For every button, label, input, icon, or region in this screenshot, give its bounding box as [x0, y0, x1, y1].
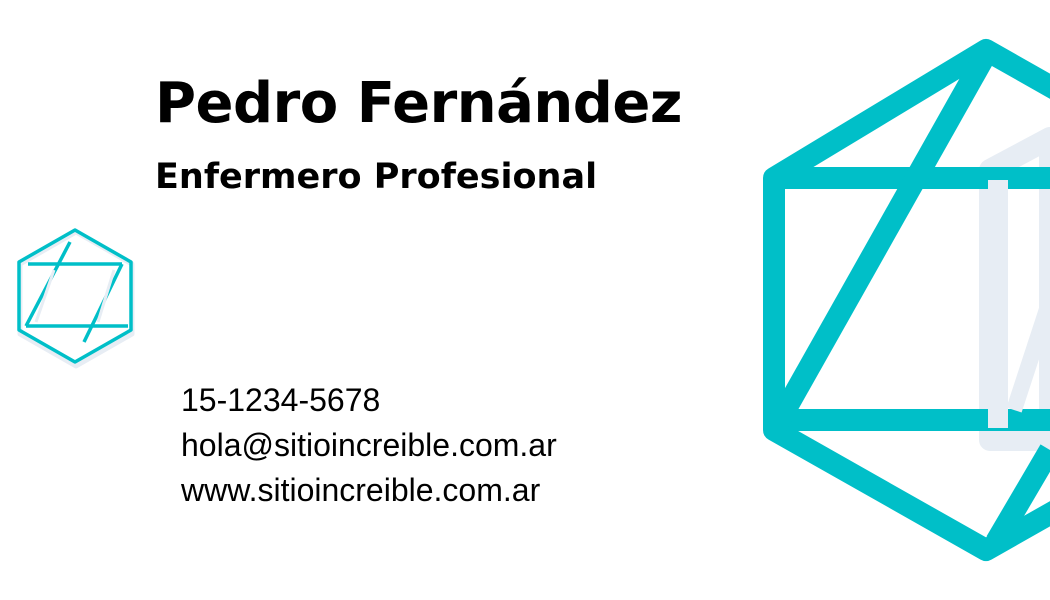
- job-title: Enfermero Profesional: [155, 157, 598, 197]
- hexagon-logo-icon: [14, 226, 138, 370]
- hexagon-graphic-icon: [752, 30, 1050, 570]
- website-url: www.sitioincreible.com.ar: [181, 472, 541, 508]
- email-address: hola@sitioincreible.com.ar: [181, 427, 557, 463]
- person-name: Pedro Fernández: [155, 71, 682, 136]
- phone-number: 15-1234-5678: [181, 382, 381, 418]
